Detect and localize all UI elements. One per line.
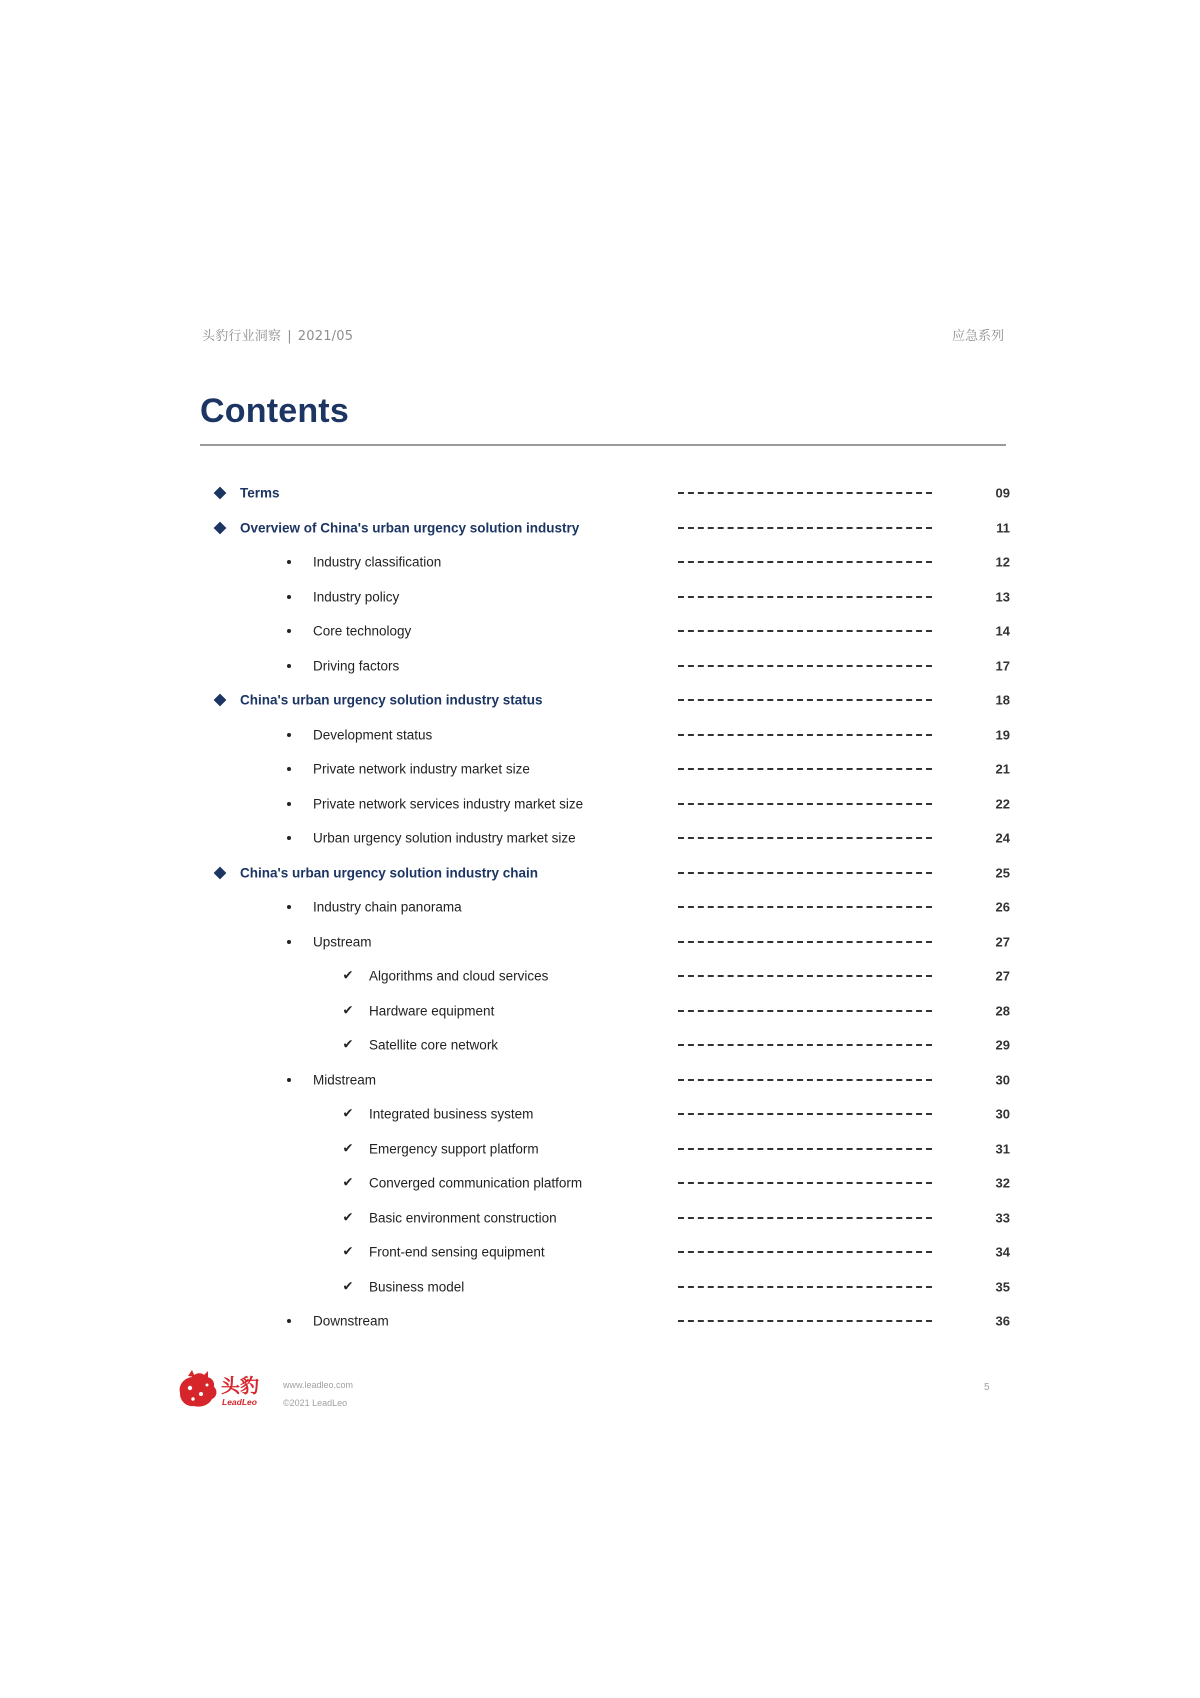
toc-page-number: 30	[995, 1106, 1010, 1122]
series-name: 应急系列	[951, 329, 1004, 344]
dot-leader	[678, 699, 932, 701]
dot-leader	[678, 906, 932, 908]
toc-row[interactable]	[0, 1028, 1200, 1063]
toc-page-number: 12	[995, 554, 1010, 570]
toc-page-number: 25	[995, 865, 1010, 881]
toc-entry-label: Emergency support platform	[369, 1141, 539, 1157]
running-header	[202, 325, 353, 344]
toc-entry-label: Upstream	[313, 934, 372, 950]
footer-copyright: ©2021 LeadLeo	[283, 1398, 348, 1408]
dot-bullet-icon	[287, 836, 291, 840]
dot-leader	[678, 975, 932, 977]
toc-page-number: 30	[995, 1072, 1010, 1088]
toc-row[interactable]	[0, 1097, 1200, 1132]
toc-row[interactable]	[0, 856, 1200, 891]
logo-chinese-text: 头豹	[221, 1375, 260, 1397]
checkmark-icon: ✔	[342, 1037, 354, 1053]
dot-leader	[678, 1113, 932, 1115]
checkmark-icon: ✔	[342, 1003, 354, 1019]
toc-page-number: 28	[995, 1003, 1010, 1019]
toc-entry-label: Business model	[369, 1279, 465, 1295]
table-of-contents	[0, 476, 1200, 1339]
dot-bullet-icon	[287, 664, 291, 668]
toc-page-number: 17	[995, 658, 1010, 674]
toc-page-number: 11	[996, 520, 1010, 536]
dot-leader	[678, 1182, 932, 1184]
toc-row[interactable]	[0, 890, 1200, 925]
page-title: Contents	[200, 392, 349, 430]
toc-entry-label: Overview of China's urban urgency solution industry	[240, 520, 580, 536]
checkmark-icon: ✔	[342, 1210, 354, 1226]
toc-page-number: 27	[995, 968, 1010, 984]
toc-row[interactable]	[0, 925, 1200, 960]
toc-row[interactable]	[0, 1201, 1200, 1236]
toc-page-number: 32	[995, 1175, 1010, 1191]
dot-leader	[678, 1079, 932, 1081]
toc-entry-label: China's urban urgency solution industry status	[240, 692, 543, 708]
toc-row[interactable]	[0, 545, 1200, 580]
toc-page-number: 21	[995, 761, 1010, 777]
dot-leader	[678, 803, 932, 805]
leadleo-logo	[174, 1369, 274, 1413]
dot-bullet-icon	[287, 595, 291, 599]
toc-page-number: 35	[995, 1279, 1010, 1295]
toc-page-number: 33	[995, 1210, 1010, 1226]
toc-row[interactable]	[0, 821, 1200, 856]
dot-leader	[678, 561, 932, 563]
toc-entry-label: Integrated business system	[369, 1106, 534, 1122]
toc-entry-label: Hardware equipment	[369, 1003, 495, 1019]
toc-row[interactable]	[0, 1270, 1200, 1305]
toc-page-number: 27	[995, 934, 1010, 950]
footer-meta	[283, 1376, 353, 1412]
dot-leader	[678, 1251, 932, 1253]
dot-bullet-icon	[287, 1078, 291, 1082]
toc-row[interactable]	[0, 1063, 1200, 1098]
toc-page-number: 36	[995, 1313, 1010, 1329]
dot-leader	[678, 872, 932, 874]
diamond-bullet-icon	[214, 487, 227, 500]
toc-row[interactable]	[0, 787, 1200, 822]
checkmark-icon: ✔	[342, 1106, 354, 1122]
toc-row[interactable]	[0, 614, 1200, 649]
toc-page-number: 18	[995, 692, 1010, 708]
dot-leader	[678, 1044, 932, 1046]
toc-entry-label: Development status	[313, 727, 433, 743]
toc-entry-label: Converged communication platform	[369, 1175, 583, 1191]
dot-leader	[678, 630, 932, 632]
toc-row[interactable]	[0, 959, 1200, 994]
dot-leader	[678, 1286, 932, 1288]
dot-leader	[678, 941, 932, 943]
toc-row[interactable]	[0, 1304, 1200, 1339]
title-divider	[200, 444, 1006, 446]
checkmark-icon: ✔	[342, 968, 354, 984]
toc-entry-label: Private network services industry market size	[313, 796, 584, 812]
checkmark-icon: ✔	[342, 1279, 354, 1295]
dot-bullet-icon	[287, 1319, 291, 1323]
toc-row[interactable]	[0, 1235, 1200, 1270]
dot-bullet-icon	[287, 802, 291, 806]
toc-page-number: 26	[995, 899, 1010, 915]
footer-page-number: 5	[984, 1382, 990, 1393]
dot-leader	[678, 1148, 932, 1150]
toc-page-number: 34	[995, 1244, 1010, 1260]
dot-leader	[678, 527, 932, 529]
toc-row[interactable]	[0, 683, 1200, 718]
checkmark-icon: ✔	[342, 1175, 354, 1191]
dot-leader	[678, 1010, 932, 1012]
dot-leader	[678, 734, 932, 736]
toc-entry-label: Core technology	[313, 623, 412, 639]
toc-row[interactable]	[0, 994, 1200, 1029]
dot-leader	[678, 492, 932, 494]
diamond-bullet-icon	[214, 694, 227, 707]
dot-bullet-icon	[287, 905, 291, 909]
toc-page-number: 22	[995, 796, 1010, 812]
dot-leader	[678, 596, 932, 598]
toc-row[interactable]	[0, 649, 1200, 684]
toc-row[interactable]	[0, 718, 1200, 753]
toc-page-number: 19	[995, 727, 1010, 743]
toc-page-number: 24	[995, 830, 1010, 846]
leopard-icon	[180, 1370, 217, 1407]
toc-entry-label: Industry policy	[313, 589, 400, 605]
toc-entry-label: Private network industry market size	[313, 761, 530, 777]
toc-entry-label: China's urban urgency solution industry chain	[240, 865, 538, 881]
dot-bullet-icon	[287, 629, 291, 633]
toc-entry-label: Midstream	[313, 1072, 377, 1088]
toc-page-number: 31	[995, 1141, 1010, 1157]
dot-bullet-icon	[287, 733, 291, 737]
toc-row[interactable]	[0, 752, 1200, 787]
dot-leader	[678, 1320, 932, 1322]
publication-date: 2021/05	[297, 329, 354, 344]
toc-page-number: 14	[995, 623, 1010, 639]
toc-entry-label: Basic environment construction	[369, 1210, 557, 1226]
toc-page-number: 13	[995, 589, 1010, 605]
toc-entry-label: Driving factors	[313, 658, 400, 674]
toc-entry-label: Industry chain panorama	[313, 899, 462, 915]
publication-name: 头豹行业洞察	[202, 329, 282, 344]
toc-row[interactable]	[0, 511, 1200, 546]
checkmark-icon: ✔	[342, 1244, 354, 1260]
dot-leader	[678, 665, 932, 667]
toc-row[interactable]	[0, 1166, 1200, 1201]
toc-entry-label: Urban urgency solution industry market size	[313, 830, 576, 846]
toc-entry-label: Satellite core network	[369, 1037, 499, 1053]
diamond-bullet-icon	[214, 866, 227, 879]
dot-leader	[678, 768, 932, 770]
dot-leader	[678, 837, 932, 839]
checkmark-icon: ✔	[342, 1141, 354, 1157]
dot-leader	[678, 1217, 932, 1219]
toc-entry-label: Terms	[240, 485, 280, 501]
toc-row[interactable]	[0, 476, 1200, 511]
footer-website: www.leadleo.com	[283, 1380, 354, 1390]
dot-bullet-icon	[287, 940, 291, 944]
header-separator: |	[287, 329, 292, 344]
toc-row[interactable]	[0, 1132, 1200, 1167]
diamond-bullet-icon	[214, 521, 227, 534]
toc-entry-label: Algorithms and cloud services	[369, 968, 549, 984]
logo-english-text: LeadLeo	[222, 1397, 257, 1407]
toc-page-number: 29	[995, 1037, 1010, 1053]
toc-row[interactable]	[0, 580, 1200, 615]
toc-page-number: 09	[995, 485, 1010, 501]
toc-entry-label: Front-end sensing equipment	[369, 1244, 545, 1260]
toc-entry-label: Downstream	[313, 1313, 389, 1329]
toc-entry-label: Industry classification	[313, 554, 442, 570]
dot-bullet-icon	[287, 767, 291, 771]
dot-bullet-icon	[287, 560, 291, 564]
